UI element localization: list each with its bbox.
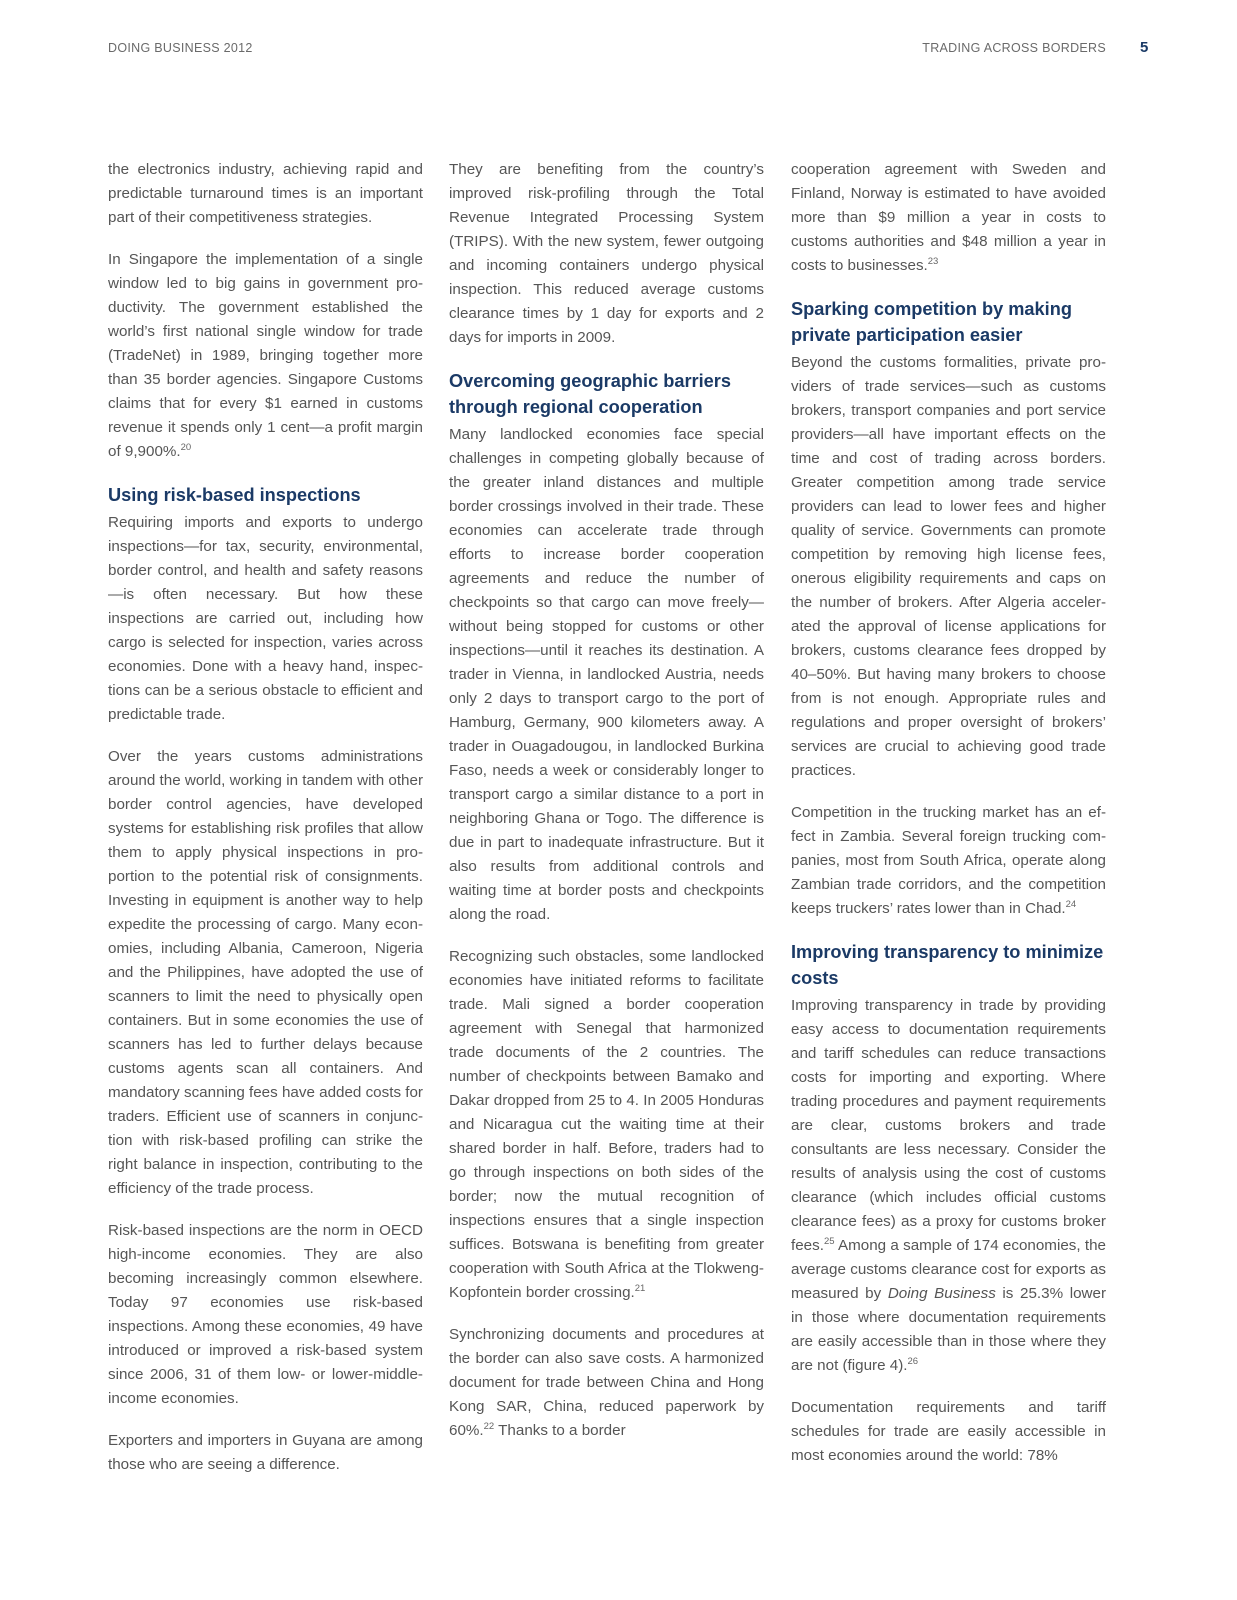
paragraph — [108, 511, 423, 727]
page-number: 5 — [1140, 39, 1149, 56]
paragraph-text: Requiring imports and exports to undergo inspections—for tax, security, environmental, border control, and health and safety reasons—is often necessary. But how these inspections are carried out, including how cargo is selected for inspection, varies across economies. Done with a heavy hand, inspections can be a serious obstacle to efficient and predictable trade. — [108, 514, 423, 723]
running-header — [0, 40, 1237, 60]
paragraph-text: is 25.3% lower in those where documentation requirements are easily accessible than in those where they are not (figure 4). — [791, 1285, 1107, 1374]
paragraph-text: Exporters and importers in Guyana are among those who are seeing a difference. — [108, 1432, 423, 1473]
paragraph-text: the electronics industry, achieving rapid and predictable turnaround times is an important part of their competitiveness strategies. — [108, 161, 423, 226]
footnote-ref[interactable]: 21 — [634, 1283, 646, 1294]
paragraph-text: Beyond the customs formalities, private providers of trade services—such as customs brokers, transport companies and port service providers—all have important effects on the time and cost of trading across borders. Greater competition among trade service providers can lead to lower fees and higher quality of service. Governments can promote competition by removing high license fees, onerous eligibility requirements and caps on the number of brokers. After Algeria accelerated the approval of license applications for brokers, customs clearance fees dropped by 40–50%. But having many brokers to choose from is not enough. Appropriate rules and regulations and proper oversight of brokers’ services are crucial to achieving good trade practices. — [791, 354, 1106, 779]
paragraph-text: Many landlocked economies face special challenges in competing globally because of the greater inland distances and multiple border crossings involved in their trade. These economies can accelerate trade through efforts to increase border cooperation agreements and reduce the number of checkpoints so that cargo can move freely—without being stopped for customs or other inspections—until it reaches its destination. A trader in Vienna, in landlocked Austria, needs only 2 days to transport cargo to the port of Hamburg, Germany, 900 kilometers away. A trader in Ouagadougou, in landlocked Burkina Faso, needs a week or considerably longer to transport cargo a similar distance to a port in neighboring Ghana or Togo. The difference is due in part to inadequate infrastructure. But it also results from additional controls and waiting time at border posts and checkpoints along the road. — [449, 426, 764, 923]
paragraph-text: Risk-based inspections are the norm in OECD high-income economies. They are also becoming increasingly common elsewhere. Today 97 economies use risk-based inspections. Among these economies, 49 have introduced or improved a risk-based system since 2006, 31 of them low- or lower-middle-income economies. — [108, 1222, 423, 1407]
paragraph — [108, 1219, 423, 1411]
paragraph-text: Recognizing such obstacles, some landlocked economies have initiated reforms to facilitate trade. Mali signed a border cooperation agreement with Senegal that harmonized trade documents of the 2 countries. The number of checkpoints between Bamako and Dakar dropped from 25 to 4. In 2005 Honduras and Nicaragua cut the waiting time at their shared border in half. Before, traders had to go through inspections on both sides of the border; now the mutual recognition of inspections ensures that a single inspection suffices. Botswana is benefiting from greater cooperation with South Africa at the Tlokweng-Kopfontein border crossing. — [449, 948, 764, 1301]
text-column-3 — [791, 158, 1106, 1486]
text-column-2 — [449, 158, 764, 1461]
paragraph-text: Among a sample of 174 economies, the average customs clearance cost for exports as measured by — [791, 1237, 1106, 1302]
paragraph — [108, 248, 423, 464]
paragraph-text: Documentation requirements and tariff schedules for trade are easily accessible in most economies around the world: 78% — [791, 1399, 1106, 1464]
section-heading: Using risk-based inspections — [108, 485, 361, 505]
paragraph-text: Thanks to a border — [494, 1422, 626, 1439]
paragraph — [791, 801, 1106, 921]
paragraph — [108, 745, 423, 1201]
paragraph-text: Improving transparency in trade by providing easy access to documentation requirements and tariff schedules can reduce transactions costs for importing and exporting. Where trading procedures and payment requirements are clear, customs brokers and trade consultants are less necessary. Consider the results of analysis using the cost of customs clearance (which includes official customs clearance fees) as a proxy for customs broker fees. — [791, 997, 1106, 1254]
section-heading: Improving transparency to minimize costs — [791, 942, 1104, 988]
paragraph — [449, 158, 764, 350]
paragraph-text: cooperation agreement with Sweden and Finland, Norway is estimated to have avoided more than $9 million a year in costs to customs authorities and $48 million a year in costs to businesses. — [791, 161, 1106, 274]
footnote-ref[interactable]: 23 — [927, 256, 939, 267]
paragraph — [108, 1429, 423, 1477]
footnote-ref[interactable]: 24 — [1065, 899, 1077, 910]
paragraph-text: They are benefiting from the country’s improved risk-profiling through the Total Revenue Integrated Processing System (TRIPS). With the new system, fewer outgoing and incoming containers undergo physical inspection. This reduced average customs clearance times by 1 day for exports and 2 days for imports in 2009. — [449, 161, 764, 346]
paragraph — [108, 158, 423, 230]
text-column-1 — [108, 158, 423, 1495]
paragraph-text: In Singapore the implementation of a single window led to big gains in government productivity. The government established the world’s first national single window for trade (TradeNet) in 1989, bringing together more than 35 border agencies. Singapore Customs claims that for every $1 earned in customs revenue it spends only 1 cent—a profit margin of 9,900%. — [108, 251, 423, 460]
section-heading: Overcoming geographic barriers through regional cooperation — [449, 371, 731, 417]
footnote-ref[interactable]: 22 — [483, 1421, 495, 1432]
footnote-ref[interactable]: 25 — [823, 1236, 835, 1247]
paragraph — [791, 994, 1106, 1378]
paragraph — [449, 945, 764, 1305]
section-heading: Sparking competition by making private participation easier — [791, 299, 1072, 345]
footnote-ref[interactable]: 20 — [180, 442, 192, 453]
paragraph — [791, 351, 1106, 783]
paragraph — [791, 1396, 1106, 1468]
paragraph — [791, 158, 1106, 278]
footnote-ref[interactable]: 26 — [907, 1356, 919, 1367]
paragraph-text: Synchronizing documents and procedures at the border can also save costs. A harmonized document for trade between China and Hong Kong SAR, China, reduced paperwork by 60%. — [449, 1326, 764, 1439]
paragraph — [449, 423, 764, 927]
publication-title: DOING BUSINESS 2012 — [108, 41, 253, 55]
publication-title-italic: Doing Business — [887, 1285, 996, 1302]
paragraph-text: Competition in the trucking market has an effect in Zambia. Several foreign trucking companies, most from South Africa, operate along Zambian trade corridors, and the competition keeps truckers’ rates lower than in Chad. — [791, 804, 1106, 917]
paragraph-text: Over the years customs administrations around the world, working in tandem with other border control agencies, have developed systems for establishing risk profiles that allow them to apply physical inspections in proportion to the potential risk of consignments. Investing in equipment is another way to help expedite the processing of cargo. Many economies, including Albania, Cameroon, Nigeria and the Philippines, have adopted the use of scanners to limit the need to physically open containers. But in some economies the use of scanners has led to further delays because customs agents scan all containers. And mandatory scanning fees have added costs for traders. Efficient use of scanners in conjunction with risk-based profiling can strike the right balance in inspection, contributing to the efficiency of the trade process. — [108, 748, 423, 1197]
paragraph — [449, 1323, 764, 1443]
chapter-title: TRADING ACROSS BORDERS — [922, 41, 1106, 55]
